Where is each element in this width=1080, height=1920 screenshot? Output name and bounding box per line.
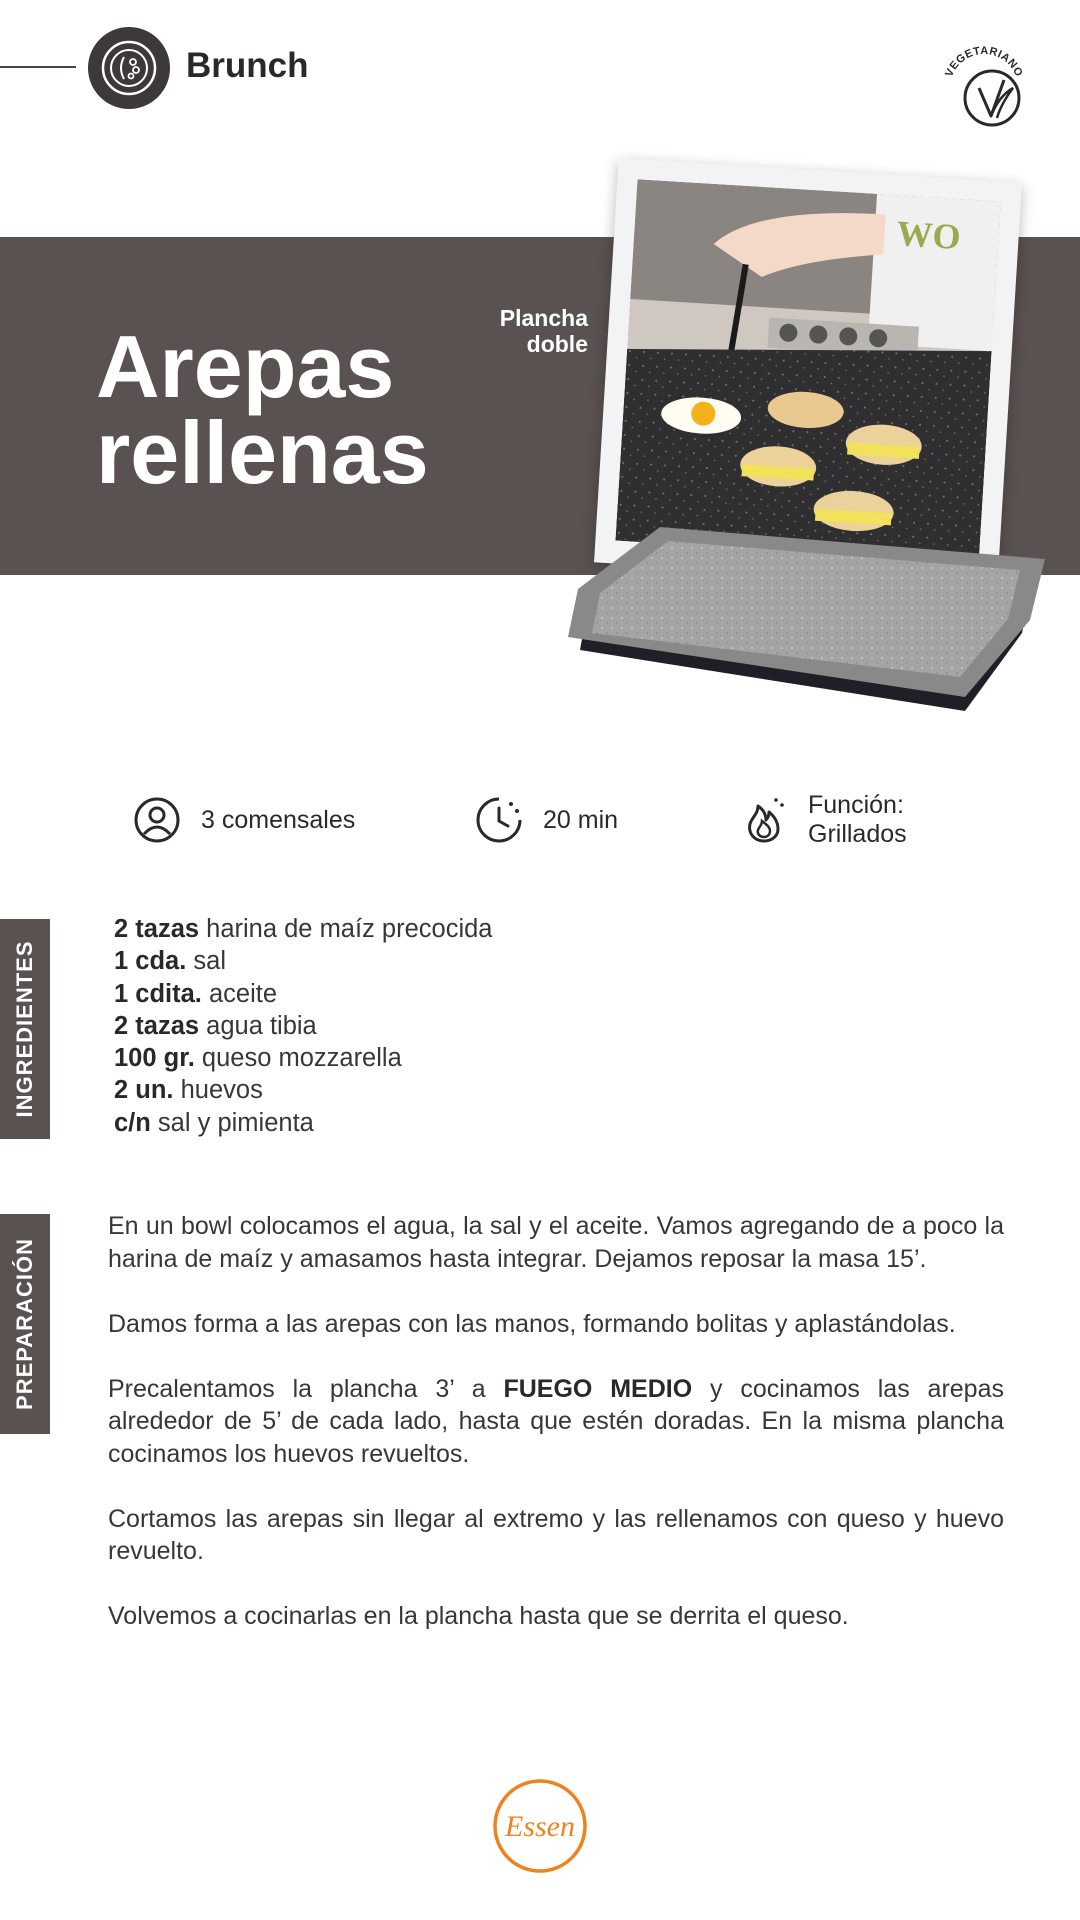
- ingredients-tab: [0, 919, 50, 1139]
- clock-icon: [475, 796, 523, 844]
- preparation-steps: [108, 1210, 1004, 1665]
- recipe-title: Arepas rellenas: [96, 317, 429, 502]
- prep-step-5: Volvemos a cocinarlas en la plancha hasta que se derrita el queso.: [108, 1602, 849, 1630]
- flame-icon: [740, 796, 788, 844]
- vegetarian-badge: [938, 42, 1030, 134]
- preparation-heading: PREPARACIÓN: [12, 1238, 37, 1410]
- person-icon: [133, 796, 181, 844]
- ingredients-heading: INGREDIENTES: [12, 940, 37, 1118]
- ingredients-list: [114, 913, 492, 1139]
- ingredient-item: 1 cda. sal: [114, 947, 226, 976]
- time-info: [475, 795, 618, 845]
- time-text: 20 min: [543, 805, 619, 834]
- plancha-doble-tray: [560, 515, 1060, 715]
- preparation-tab: [0, 1214, 50, 1434]
- function-info: [740, 791, 907, 848]
- ingredient-item: 100 gr. queso mozzarella: [114, 1044, 402, 1073]
- brunch-plate-icon: [88, 27, 170, 109]
- servings-text: 3 comensales: [201, 805, 356, 834]
- ingredient-item: 2 un. huevos: [114, 1076, 263, 1105]
- svg-text:WO: WO: [895, 213, 962, 258]
- header-divider: [0, 66, 76, 68]
- essen-logo: [490, 1776, 590, 1876]
- prep-step-4: Cortamos las arepas sin llegar al extremo y las rellenamos con queso y huevo revuelto.: [108, 1504, 1004, 1565]
- prep-step-1: En un bowl colocamos el agua, la sal y el aceite. Vamos agregando de a poco la harina de maíz y amasamos hasta integrar. Dejamos reposar la masa 15’.: [108, 1212, 1004, 1273]
- ingredient-item: 2 tazas harina de maíz precocida: [114, 915, 493, 943]
- vegetarian-leaf-icon: [938, 42, 1030, 134]
- ingredient-item: c/n sal y pimienta: [114, 1108, 314, 1137]
- servings-info: [133, 795, 355, 845]
- svg-text:Essen: Essen: [505, 1810, 575, 1843]
- function-text: Función: Grillados: [808, 791, 907, 848]
- arepas-on-griddle-photo: [615, 179, 1000, 563]
- product-label: Plancha doble: [499, 305, 588, 357]
- ingredient-item: 2 tazas agua tibia: [114, 1011, 317, 1040]
- prep-step-2: Damos forma a las arepas con las manos, formando bolitas y aplastándolas.: [108, 1309, 956, 1338]
- category-label: Brunch: [186, 46, 309, 85]
- ingredient-item: 1 cdita. aceite: [114, 979, 278, 1008]
- svg-text:VEGETARIANO: VEGETARIANO: [943, 44, 1025, 79]
- prep-step-3: Precalentamos la plancha 3’ a FUEGO MEDIO y cocinamos las arepas alrededor de 5’ de cada lado, hasta que estén doradas. En la misma plancha cocinamos los huevos revueltos.: [108, 1374, 1004, 1468]
